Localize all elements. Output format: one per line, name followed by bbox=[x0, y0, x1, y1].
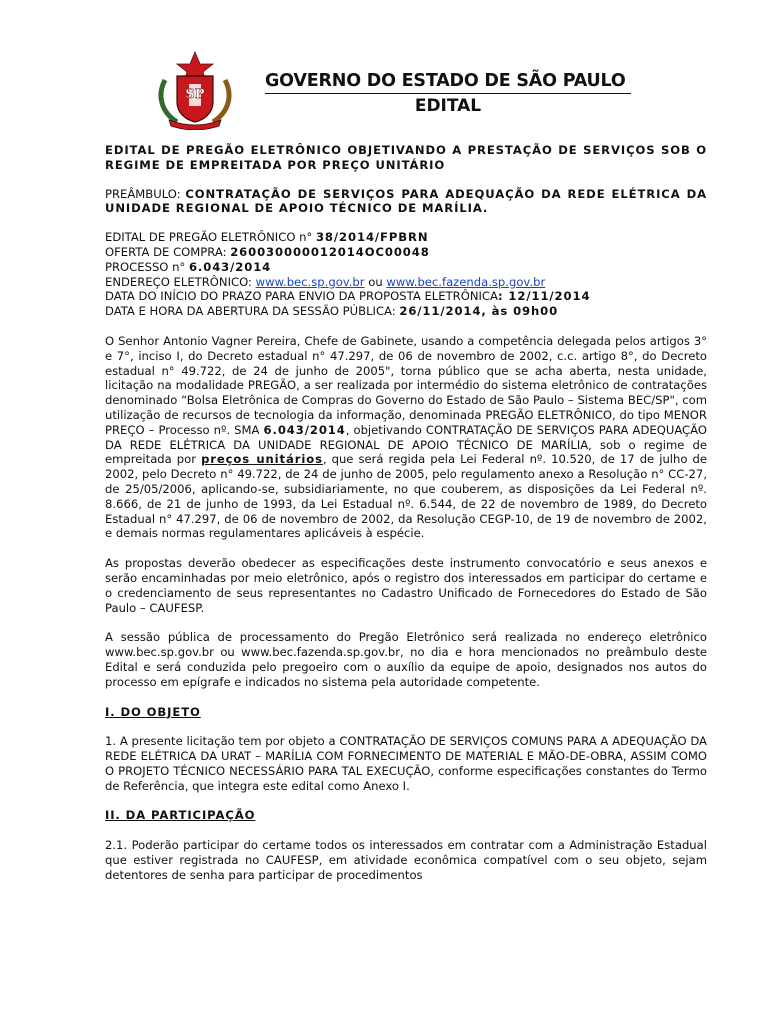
meta-abertura-label: DATA E HORA DA ABERTURA DA SESSÃO PÚBLICA: bbox=[105, 304, 400, 319]
paragraph-2: As propostas deverão obedecer as especificações deste instrumento convocatório e seus anexos e serão encaminhadas por meio eletrônico, após o registro dos interessados em participar do certame e o credenciamento de seus representantes no Cadastro Unificado de Fornecedores do Estado de São Paulo – CAUFESP. bbox=[105, 556, 707, 615]
meta-processo-value: 6.043/2014 bbox=[188, 259, 272, 274]
paragraph-3: A sessão pública de processamento do Pregão Eletrônico será realizada no endereço eletrônico www.bec.sp.gov.br ou www.bec.fazenda.sp.gov.br, no dia e hora mencionados no preâmbulo deste Edital e será conduzida pelo pregoeiro com o auxílio da equipe de apoio, designados nos autos do processo em epígrafe e indicados no sistema pela autoridade competente. bbox=[105, 630, 707, 689]
meta-abertura bbox=[105, 304, 707, 319]
meta-edital-label: EDITAL DE PREGÃO ELETRÔNICO n° bbox=[105, 230, 316, 245]
precos-unitarios: preços unitários bbox=[201, 452, 323, 467]
meta-processo bbox=[105, 260, 707, 275]
intro-heading: EDITAL DE PREGÃO ELETRÔNICO OBJETIVANDO A PRESTAÇÃO DE SERVIÇOS SOB O REGIME DE EMPREITADA POR PREÇO UNITÁRIO bbox=[105, 143, 707, 172]
meta-edital bbox=[105, 230, 707, 245]
link-bec-fazenda[interactable]: www.bec.fazenda.sp.gov.br bbox=[386, 274, 546, 289]
meta-processo-label: PROCESSO n° bbox=[105, 259, 189, 274]
meta-ou: ou bbox=[364, 274, 387, 289]
coat-of-arms-seal bbox=[155, 50, 235, 130]
meta-edital-value: 38/2014/FPBRN bbox=[315, 230, 429, 245]
meta-abertura-value: 26/11/2014, às 09h00 bbox=[399, 304, 559, 319]
meta-oferta-label: OFERTA DE COMPRA: bbox=[105, 244, 231, 259]
meta-endereco bbox=[105, 275, 707, 290]
meta-oferta-value: 260030000012014OC00048 bbox=[230, 244, 430, 259]
edital-title: EDITAL bbox=[414, 96, 482, 116]
meta-endereco-label: ENDEREÇO ELETRÔNICO: bbox=[105, 274, 256, 289]
preamble-text: CONTRATAÇÃO DE SERVIÇOS PARA ADEQUAÇÃO DA REDE ELÉTRICA DA UNIDADE REGIONAL DE APOIO TÉCNICO DE MARÍLIA. bbox=[105, 186, 707, 216]
section-2-title: II. DA PARTICIPAÇÃO bbox=[105, 808, 256, 823]
preamble-label: PREÂMBULO: bbox=[105, 186, 186, 201]
preamble bbox=[105, 187, 707, 217]
section-1-title: I. DO OBJETO bbox=[105, 704, 201, 719]
document-body bbox=[105, 143, 707, 883]
section-1-text: 1. A presente licitação tem por objeto a CONTRATAÇÃO DE SERVIÇOS COMUNS PARA A ADEQUAÇÃO DA REDE ELÉTRICA DA URAT – MARÍLIA COM FORNECIMENTO DE MATERIAL E MÃO-DE-OBRA, ASSIM COMO O PROJETO TÉCNICO NECESSÁRIO PARA TAL EXECUÇÃO, conforme especificações constantes do Termo de Referência, que integra este edital como Anexo I. bbox=[105, 734, 707, 793]
meta-inicio bbox=[105, 289, 707, 304]
link-bec-sp[interactable]: www.bec.sp.gov.br bbox=[255, 274, 365, 289]
edital-meta bbox=[105, 230, 707, 319]
meta-oferta bbox=[105, 245, 707, 260]
header-block bbox=[265, 70, 631, 118]
paragraph-1: O Senhor Antonio Vagner Pereira, Chefe de Gabinete, usando a competência delegada pelos artigos 3° e 7°, inciso I, do Decreto estadual n° 47.297, de 06 de novembro de 2002, c.c. artigo 8°, do Decreto estadual n° 49.722, de 24 de junho de 2005", torna público que se acha aberta, nesta unidade, licitação na modalidade PREGÃO, a ser realizada por intermédio do sistema eletrônico de contratações denominado “Bolsa Eletrônica de Compras do Governo do Estado de São Paulo – Sistema BEC/SP", com utilização de recursos de tecnologia da informação, denominada PREGÃO ELETRÔNICO, do tipo MENOR PREÇO – Processo nº. SMA 6.043/2014, objetivando CONTRATAÇÃO DE SERVIÇOS PARA ADEQUAÇÃO DA REDE ELÉTRICA DA UNIDADE REGIONAL DE APOIO TÉCNICO DE MARÍLIA, sob o regime de empreitada por preços unitários, que será regida pela Lei Federal nº. 10.520, de 17 de julho de 2002, pelo Decreto n° 49.722, de 24 de junho de 2005, pelo regulamento anexo a Resolução n° CC-27, de 25/05/2006, aplicando-se, subsidiariamente, no que couberem, as disposições da Lei Federal nº. 8.666, de 21 de junho de 1993, da Lei Estadual nº. 6.544, de 22 de novembro de 1989, do Decreto Estadual n° 47.297, de 06 de novembro de 2002, da Resolução CEGP-10, de 19 de novembro de 2002, e demais normas regulamentares aplicáveis à espécie. bbox=[105, 333, 708, 541]
meta-inicio-label: DATA DO INÍCIO DO PRAZO PARA ENVIO DA PROPOSTA ELETRÔNICA bbox=[105, 289, 498, 304]
government-title: GOVERNO DO ESTADO DE SÃO PAULO bbox=[265, 70, 631, 94]
section-2-text: 2.1. Poderão participar do certame todos os interessados em contratar com a Administração Estadual que estiver registrada no CAUFESP, em atividade econômica compatível com o seu objeto, sejam detentores de senha para participar de procedimentos bbox=[105, 838, 707, 882]
meta-inicio-value: : 12/11/2014 bbox=[497, 289, 591, 304]
svg-text:SP: SP bbox=[185, 87, 205, 102]
